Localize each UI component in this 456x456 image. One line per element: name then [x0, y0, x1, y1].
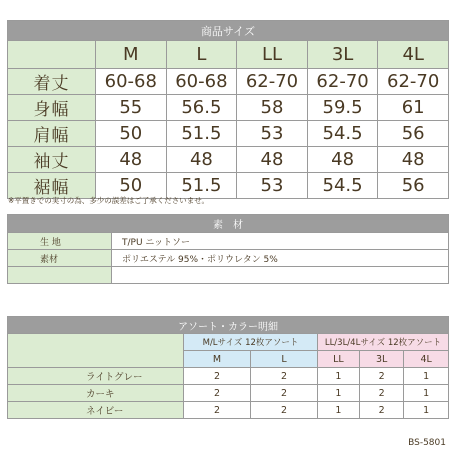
- color-navy: ネイビー: [8, 402, 184, 419]
- cell: 51.5: [166, 121, 237, 147]
- row-label-shoulder: 肩幅: [8, 121, 96, 147]
- cell: 1: [318, 402, 360, 419]
- assort-size-m: M: [184, 351, 251, 368]
- table-row: [8, 95, 449, 121]
- cell: 61: [378, 95, 449, 121]
- cell: 2: [184, 368, 251, 385]
- cell: 48: [166, 147, 237, 173]
- size-col-4l: 4L: [378, 41, 449, 69]
- corner-cell: [8, 41, 96, 69]
- assort-size-l: L: [251, 351, 318, 368]
- cell: 53: [237, 121, 308, 147]
- product-code: BS-5801: [408, 438, 446, 448]
- cell: 54.5: [307, 121, 378, 147]
- cell: 1: [404, 368, 449, 385]
- cell: 55: [96, 95, 167, 121]
- assort-group-ll-3l-4l: LL/3L/4Lサイズ 12枚アソート: [318, 334, 449, 351]
- cell: 56.5: [166, 95, 237, 121]
- material-value-empty: [112, 267, 449, 284]
- cell: 48: [378, 147, 449, 173]
- cell: 1: [318, 368, 360, 385]
- cell: 59.5: [307, 95, 378, 121]
- table-row: [8, 147, 449, 173]
- material-value-composition: ポリエステル 95%・ポリウレタン 5%: [112, 250, 449, 267]
- assort-size-4l: 4L: [404, 351, 449, 368]
- cell: 54.5: [307, 173, 378, 199]
- size-table: [7, 20, 449, 199]
- size-table-title: 商品サイズ: [8, 21, 449, 41]
- cell: 2: [359, 402, 404, 419]
- assort-size-ll: LL: [318, 351, 360, 368]
- cell: 62-70: [307, 69, 378, 95]
- cell: 48: [237, 147, 308, 173]
- material-label-composition: 素材: [8, 250, 112, 267]
- cell: 2: [251, 385, 318, 402]
- table-row: [8, 69, 449, 95]
- table-row: [8, 250, 449, 267]
- size-note: ※平置きでの実寸の為、多少の誤差はご了承くださいませ。: [8, 196, 210, 205]
- table-row: [8, 368, 449, 385]
- size-col-l: L: [166, 41, 237, 69]
- row-label-chest: 身幅: [8, 95, 96, 121]
- size-col-3l: 3L: [307, 41, 378, 69]
- material-table: [7, 214, 449, 284]
- row-label-sleeve: 袖丈: [8, 147, 96, 173]
- cell: 2: [251, 368, 318, 385]
- cell: 56: [378, 121, 449, 147]
- size-col-ll: LL: [237, 41, 308, 69]
- table-row: [8, 233, 449, 250]
- cell: 56: [378, 173, 449, 199]
- row-label-length: 着丈: [8, 69, 96, 95]
- cell: 58: [237, 95, 308, 121]
- table-row: [8, 402, 449, 419]
- material-table-title: 素 材: [8, 215, 449, 233]
- assort-table: [7, 316, 449, 419]
- cell: 50: [96, 173, 167, 199]
- material-label-fabric: 生 地: [8, 233, 112, 250]
- assort-corner-cell: [8, 334, 184, 368]
- cell: 1: [318, 385, 360, 402]
- cell: 53: [237, 173, 308, 199]
- cell: 2: [184, 385, 251, 402]
- cell: 48: [307, 147, 378, 173]
- assort-size-3l: 3L: [359, 351, 404, 368]
- cell: 2: [359, 368, 404, 385]
- material-value-fabric: T/PU ニットソー: [112, 233, 449, 250]
- cell: 1: [404, 385, 449, 402]
- cell: 1: [404, 402, 449, 419]
- size-col-m: M: [96, 41, 167, 69]
- cell: 60-68: [96, 69, 167, 95]
- table-row: [8, 385, 449, 402]
- cell: 2: [184, 402, 251, 419]
- cell: 50: [96, 121, 167, 147]
- cell: 2: [359, 385, 404, 402]
- cell: 48: [96, 147, 167, 173]
- table-row: [8, 267, 449, 284]
- cell: 62-70: [237, 69, 308, 95]
- table-row: [8, 121, 449, 147]
- cell: 62-70: [378, 69, 449, 95]
- cell: 51.5: [166, 173, 237, 199]
- cell: 2: [251, 402, 318, 419]
- color-khaki: カーキ: [8, 385, 184, 402]
- cell: 60-68: [166, 69, 237, 95]
- row-label-hem: 裾幅: [8, 173, 96, 199]
- color-light-gray: ライトグレー: [8, 368, 184, 385]
- assort-table-title: アソート・カラー明細: [8, 317, 449, 334]
- material-label-empty: [8, 267, 112, 284]
- assort-group-ml: M/Lサイズ 12枚アソート: [184, 334, 318, 351]
